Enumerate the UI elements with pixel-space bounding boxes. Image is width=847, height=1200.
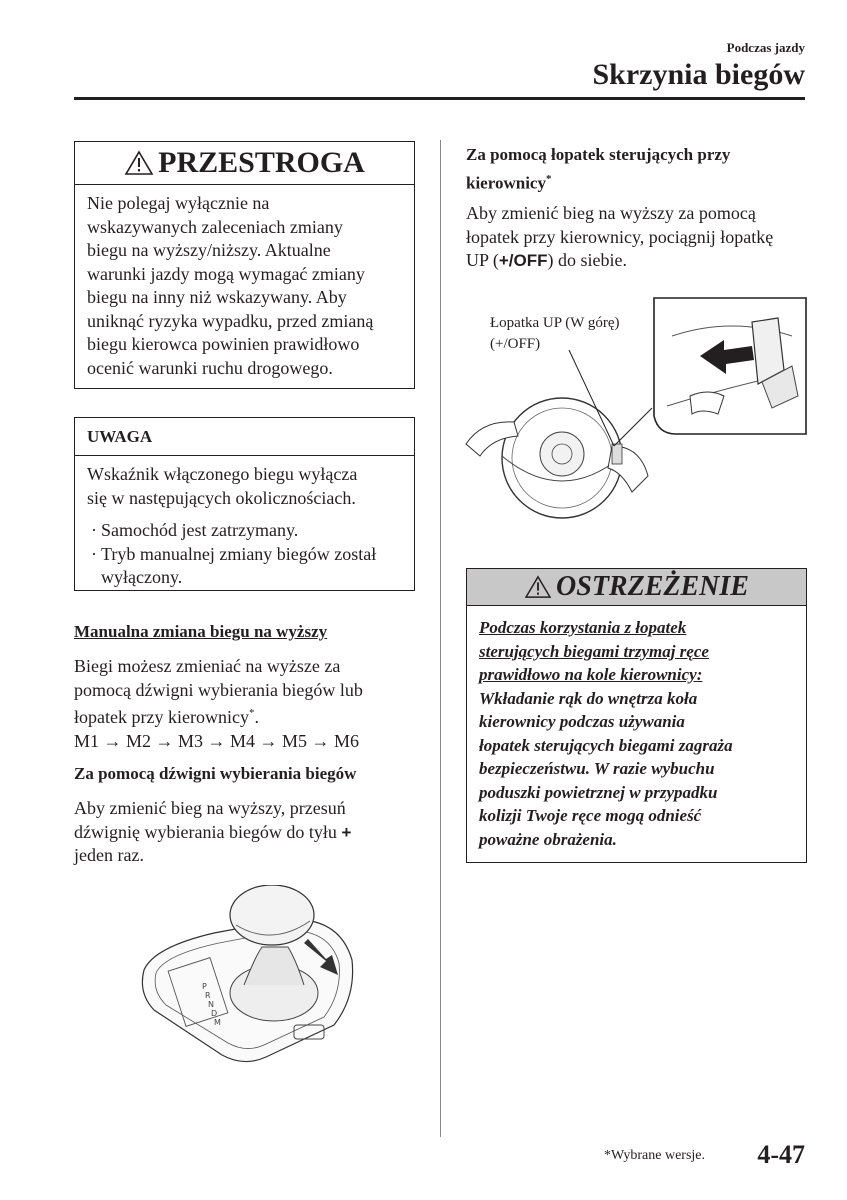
column-divider	[440, 140, 441, 1137]
lever-text: Aby zmienić bieg na wyższy, przesuń dźwignię wybierania biegów do tyłu + jeden raz.	[74, 798, 352, 865]
gear-sequence: M1 → M2 → M3 → M4 → M5 → M6	[74, 730, 360, 751]
text-line: warunki jazdy mogą wymagać zmiany	[87, 263, 365, 284]
caution-title: PRZESTROGA	[158, 146, 365, 179]
list-item-text: Tryb manualnej zmiany biegów został wyłączony.	[101, 543, 377, 587]
note-box	[74, 417, 415, 591]
bullet-marker: ·	[91, 520, 97, 540]
text-line: się w następujących okolicznościach.	[87, 487, 356, 508]
caution-header	[75, 142, 414, 185]
page-number: 4-47	[757, 1140, 805, 1169]
text-line: uniknąć ryzyka wypadku, przed zmianą	[87, 310, 374, 331]
warning-text: Podczas korzystania z łopatek sterujących biegami trzymaj ręce prawidłowo na kole kierownicy: Wkładanie rąk do wnętrza koła kierownicy podczas używania łopatek sterujących biegami zagraża bezpieczeństwu. W razie wybuchu poduszki powietrznej w przypadku kolizji Twoje ręce mogą odnieść poważne obrażenia.	[479, 618, 733, 849]
note-text	[75, 456, 414, 590]
warning-triangle-icon	[524, 575, 552, 599]
up-off-symbol: +/OFF	[498, 251, 548, 270]
bullet-marker: ·	[91, 543, 97, 564]
paddle-text: Aby zmienić bieg na wyższy za pomocą łopatek przy kierownicy, pociągnij łopatkę UP (+/OFF) do siebie.	[466, 203, 774, 270]
gear-label-d: D	[211, 1009, 218, 1018]
manual-shift-text: Biegi możesz zmieniać na wyższe za pomocą dźwigni wybierania biegów lub łopatek przy kierownicy*. M1 → M2 → M3 → M4 → M5 → M6	[74, 655, 434, 753]
text-line: Wskaźnik włączonego biegu wyłącza	[87, 464, 358, 484]
list-item	[87, 519, 402, 543]
warning-triangle-icon	[124, 150, 154, 176]
text-line: biegu na wyższy/niższy. Aktualne	[87, 240, 331, 260]
gear-label-r: R	[205, 991, 211, 1000]
text-line: ocenić warunki ruchu drogowego.	[87, 357, 333, 378]
footnote: *Wybrane wersje.	[604, 1148, 706, 1163]
header-rule	[74, 97, 805, 100]
section-label: Podczas jazdy	[726, 40, 805, 55]
warning-title: OSTRZEŻENIE	[556, 571, 749, 602]
manual-shift-heading: Manualna zmiana biegu na wyższy	[74, 622, 328, 641]
note-header: UWAGA	[75, 418, 414, 456]
caution-box	[74, 141, 415, 389]
gear-label-n: N	[208, 1000, 214, 1009]
paddle-heading: Za pomocą łopatek sterujących przy kierownicy*	[466, 145, 731, 193]
plus-symbol: +	[341, 822, 352, 842]
gear-lever-illustration	[134, 885, 364, 1070]
list-item-text: Samochód jest zatrzymany.	[101, 520, 299, 540]
lever-heading: Za pomocą dźwigni wybierania biegów	[74, 764, 357, 783]
page-title: Skrzynia biegów	[592, 58, 805, 91]
caution-text	[75, 185, 414, 380]
text-line: wskazywanych zaleceniach zmiany	[87, 216, 343, 237]
warning-box	[466, 568, 807, 863]
text-line: biegu na inny niż wskazywany. Aby	[87, 287, 347, 307]
paddle-callout: Łopatka UP (W górę) (+/OFF)	[490, 315, 620, 352]
gear-label-p: P	[202, 982, 207, 991]
text-line: biegu kierowca powinien prawidłowo	[87, 334, 360, 354]
warning-header	[467, 569, 806, 606]
list-item	[87, 543, 402, 590]
text-line: Nie polegaj wyłącznie na	[87, 193, 270, 213]
gear-label-m: M	[214, 1018, 221, 1027]
